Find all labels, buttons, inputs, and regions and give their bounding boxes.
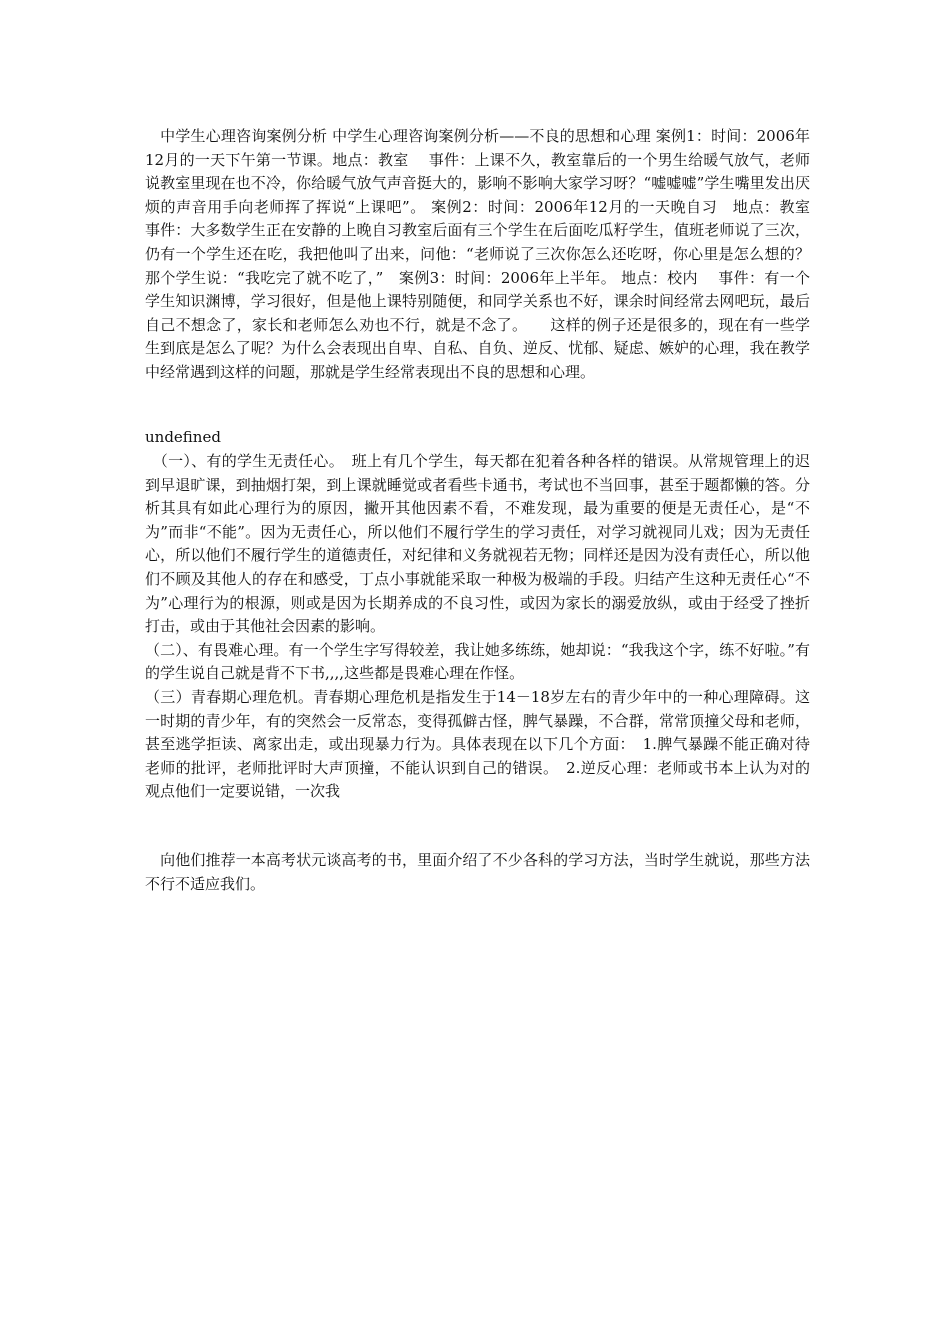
paragraph-fear-of-difficulty: （二）、有畏难心理。有一个学生字写得较差，我让她多练练，她却说：“我我这个字，练不好啦。”有的学生说自己就是背不下书,,,,这些都是畏难心理在作怪。 bbox=[145, 640, 810, 683]
paragraph-adolescent-crisis: （三）青春期心理危机。青春期心理危机是指发生于14－18岁左右的青少年中的一种心理障碍。这一时期的青少年，有的突然会一反常态，变得孤僻古怪，脾气暴躁，不合群，常常顶撞父母和老师，甚至逃学拒读、离家出走，或出现暴力行为。具体表现在以下几个方面： 1.脾气暴躁不能正确对待老师的批评，老师批评时大声顶撞，不能认识到自己的错误。 2.逆反心理：老师或书本上认为对的观点他们一定要说错，一次我 bbox=[145, 687, 810, 801]
intro-paragraph bbox=[145, 125, 830, 385]
paragraph-no-responsibility: （一）、有的学生无责任心。 班上有几个学生，每天都在犯着各种各样的错误。从常规管理上的迟到早退旷课，到抽烟打架，到上课就睡觉或者看些卡通书，考试也不当回事，甚至于题都懒的答。分析其具有如此心理行为的原因，撇开其他因素不看，不难发现，最为重要的便是无责任心，是“不为”而非“不能”。因为无责任心，所以他们不履行学生的学习责任，对学习就视同儿戏；因为无责任心，所以他们不履行学生的道德责任，对纪律和义务就视若无物；同样还是因为没有责任心，所以他们不顾及其他人的存在和感受，丁点小事就能采取一种极为极端的手段。归结产生这种无责任心“不为”心理行为的根源，则或是因为长期养成的不良习性，或因为家长的溺爱放纵，或由于经受了挫折打击，或由于其他社会因素的影响。 bbox=[145, 452, 810, 636]
tail-text: 向他们推荐一本高考状元谈高考的书，里面介绍了不少各科的学习方法，当时学生就说，那些方法不行不适应我们。 bbox=[145, 851, 810, 893]
body-section bbox=[145, 450, 810, 804]
undefined-text: undefined bbox=[145, 428, 221, 446]
intro-text: 中学生心理咨询案例分析 中学生心理咨询案例分析——不良的思想和心理 案例1：时间：2006年12月的一天下午第一节课。地点：教室 事件：上课不久，教室靠后的一个男生给暖气放气，老师说教室里现在也不冷，你给暖气放气声音挺大的，影响不影响大家学习呀？“嘘嘘嘘”学生嘴里发出厌烦的声音用手向老师挥了挥说“上课吧”。 案例2：时间：2006年12月的一天晚自习 地点：教室 事件：大多数学生正在安静的上晚自习教室后面有三个学生在后面吃瓜籽学生，值班老师说了三次，仍有一个学生还在吃，我把他叫了出来，问他：“老师说了三次你怎么还吃呀，你心里是怎么想的？那个学生说：“我吃完了就不吃了，” 案例3：时间：2006年上半年。 地点：校内 事件：有一个学生知识渊博，学习很好，但是他上课特别随便，和同学关系也不好，课余时间经常去网吧玩，最后自己不想念了，家长和老师怎么劝也不行，就是不念了。 这样的例子还是很多的，现在有一些学生到底是怎么了呢？为什么会表现出自卑、自私、自负、逆反、忧郁、疑虑、嫉妒的心理，我在教学中经常遇到这样的问题，那就是学生经常表现出不良的思想和心理。 bbox=[145, 127, 830, 381]
tail-paragraph bbox=[145, 849, 810, 896]
undefined-line bbox=[145, 426, 810, 450]
